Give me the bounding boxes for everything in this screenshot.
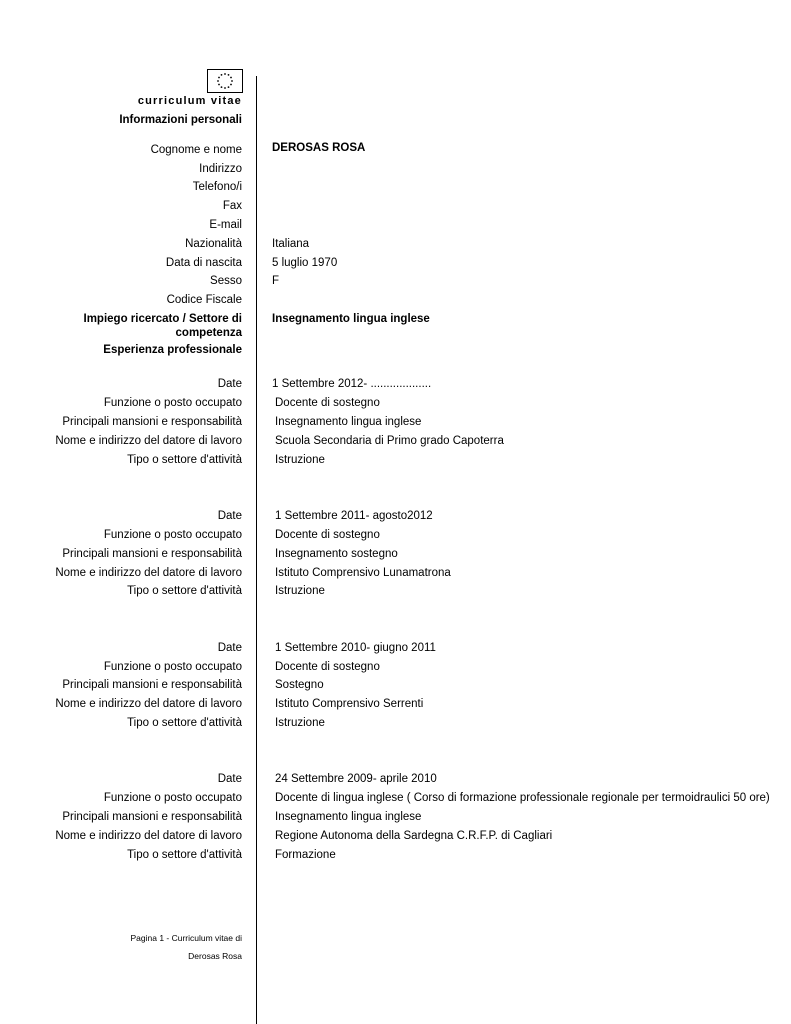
exp4-role: Docente di lingua inglese ( Corso di formazione professionale regionale per termoidraulici 50 ore) [275,792,770,804]
exp3-role-label: Funzione o posto occupato [103,661,242,673]
exp2-employer-label: Nome e indirizzo del datore di lavoro [55,567,242,579]
exp3-duties-label: Principali mansioni e responsabilità [62,679,242,691]
exp2-sector-label: Tipo o settore d'attività [127,585,242,597]
exp2-role-label: Funzione o posto occupato [103,529,242,541]
exp1-duties: Insegnamento lingua inglese [275,416,422,428]
exp4-duties-label: Principali mansioni e responsabilità [62,811,242,823]
exp3-employer: Istituto Comprensivo Serrenti [275,698,424,710]
eu-flag-logo [207,69,243,93]
label-email: E-mail [209,219,242,231]
exp3-employer-label: Nome e indirizzo del datore di lavoro [55,698,242,710]
label-tax-code: Codice Fiscale [166,294,242,306]
eu-stars-icon [208,70,242,92]
value-sex: F [272,275,280,287]
footer-page-line2: Derosas Rosa [188,951,242,961]
exp3-sector-label: Tipo o settore d'attività [127,717,242,729]
exp2-duties-label: Principali mansioni e responsabilità [62,548,242,560]
exp4-date: 24 Settembre 2009- aprile 2010 [275,773,437,785]
column-divider [256,76,257,1024]
exp3-role: Docente di sostegno [275,661,380,673]
label-sex: Sesso [210,275,242,287]
exp1-date: 1 Settembre 2012- ................... [272,378,432,390]
section-personal-info: Informazioni personali [119,114,242,126]
exp3-date-label: Date [217,642,242,654]
exp4-role-label: Funzione o posto occupato [103,792,242,804]
exp2-employer: Istituto Comprensivo Lunamatrona [275,567,451,579]
exp2-date: 1 Settembre 2011- agosto2012 [275,510,433,522]
value-birthdate: 5 luglio 1970 [272,257,338,269]
exp2-duties: Insegnamento sostegno [275,548,398,560]
value-nationality: Italiana [272,238,310,250]
exp4-sector-label: Tipo o settore d'attività [127,849,242,861]
exp4-sector: Formazione [275,849,336,861]
label-name: Cognome e nome [150,144,242,156]
exp4-duties: Insegnamento lingua inglese [275,811,422,823]
exp1-duties-label: Principali mansioni e responsabilità [62,416,242,428]
exp4-date-label: Date [217,773,242,785]
label-employment-line1: Impiego ricercato / Settore di [83,313,242,325]
label-phone: Telefono/i [192,181,242,193]
value-employment: Insegnamento lingua inglese [272,313,430,325]
exp4-employer-label: Nome e indirizzo del datore di lavoro [55,830,242,842]
exp1-sector: Istruzione [275,454,325,466]
label-address: Indirizzo [199,163,242,175]
exp1-employer: Scuola Secondaria di Primo grado Capoterra [275,435,504,447]
exp1-date-label: Date [217,378,242,390]
exp4-employer: Regione Autonoma della Sardegna C.R.F.P. di Cagliari [275,830,553,842]
footer-page-line1: Pagina 1 - Curriculum vitae di [130,933,242,943]
label-nationality: Nazionalità [185,238,242,250]
exp1-role-label: Funzione o posto occupato [103,397,242,409]
exp3-date: 1 Settembre 2010- giugno 2011 [275,642,436,654]
value-name: DEROSAS ROSA [272,142,366,154]
label-fax: Fax [222,200,242,212]
exp1-sector-label: Tipo o settore d'attività [127,454,242,466]
label-employment-line2: competenza [175,327,242,339]
exp1-employer-label: Nome e indirizzo del datore di lavoro [55,435,242,447]
exp1-role: Docente di sostegno [275,397,380,409]
exp2-date-label: Date [217,510,242,522]
exp3-duties: Sostegno [275,679,324,691]
cv-title: curriculum vitae [137,95,242,107]
exp3-sector: Istruzione [275,717,325,729]
exp2-sector: Istruzione [275,585,325,597]
section-experience: Esperienza professionale [103,344,242,356]
label-birthdate: Data di nascita [165,257,242,269]
exp2-role: Docente di sostegno [275,529,380,541]
